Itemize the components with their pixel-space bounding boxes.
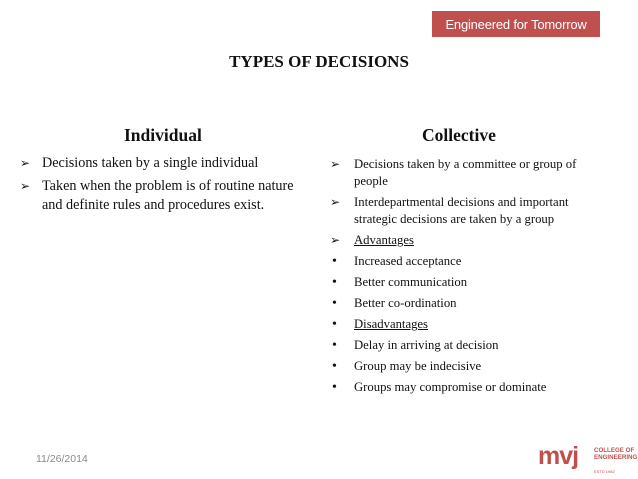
list-item-text: Decisions taken by a single individual [42,155,259,171]
list-item [330,194,610,228]
collective-list [330,156,610,400]
arrow-bullet-icon: ➢ [330,233,341,247]
dot-bullet-icon: • [332,359,337,374]
college-logo [538,440,638,476]
list-item [20,154,310,174]
list-item [330,316,610,333]
list-item-text: Group may be indecisive [354,359,482,373]
dot-bullet-icon: • [332,338,337,353]
dot-bullet-icon: • [332,254,337,269]
advantages-label: Advantages [354,233,414,247]
list-item [330,253,610,270]
list-item [330,274,610,291]
dot-bullet-icon: • [332,275,337,290]
arrow-bullet-icon: ➢ [330,157,341,171]
list-item [330,232,610,249]
individual-heading: Individual [124,125,202,145]
header-bar [0,0,638,40]
list-item-text: Increased acceptance [354,254,462,268]
list-item [330,358,610,375]
disadvantages-label: Disadvantages [354,317,428,331]
list-item [20,177,310,216]
list-item-text: Interdepartmental decisions and important strategic decisions are taken by a group [354,195,569,226]
list-item-text: Better communication [354,275,468,289]
dot-bullet-icon: • [332,317,337,332]
list-item-text: Groups may compromise or dominate [354,380,547,394]
list-item [330,337,610,354]
list-item [330,379,610,396]
logo-mark: mvj [538,442,579,470]
list-item-text: Better co-ordination [354,296,457,310]
list-item [330,156,610,190]
logo-tagline: ESTD 1982 [594,469,615,474]
dot-bullet-icon: • [332,380,337,395]
list-item-text: Taken when the problem is of routine nature and definite rules and procedures exist. [42,177,294,213]
logo-name: COLLEGE OF ENGINEERING [594,447,638,461]
dot-bullet-icon: • [332,296,337,311]
slide-title: TYPES OF DECISIONS [229,52,409,71]
individual-list [20,154,310,219]
list-item [330,295,610,312]
arrow-bullet-icon: ➢ [20,178,31,193]
collective-heading: Collective [422,125,496,145]
tagline-banner: Engineered for Tomorrow [432,11,600,37]
arrow-bullet-icon: ➢ [20,156,31,170]
slide-date: 11/26/2014 [36,453,88,465]
list-item-text: Delay in arriving at decision [354,338,499,352]
list-item-text: Decisions taken by a committee or group of people [354,157,577,188]
arrow-bullet-icon: ➢ [330,195,341,209]
